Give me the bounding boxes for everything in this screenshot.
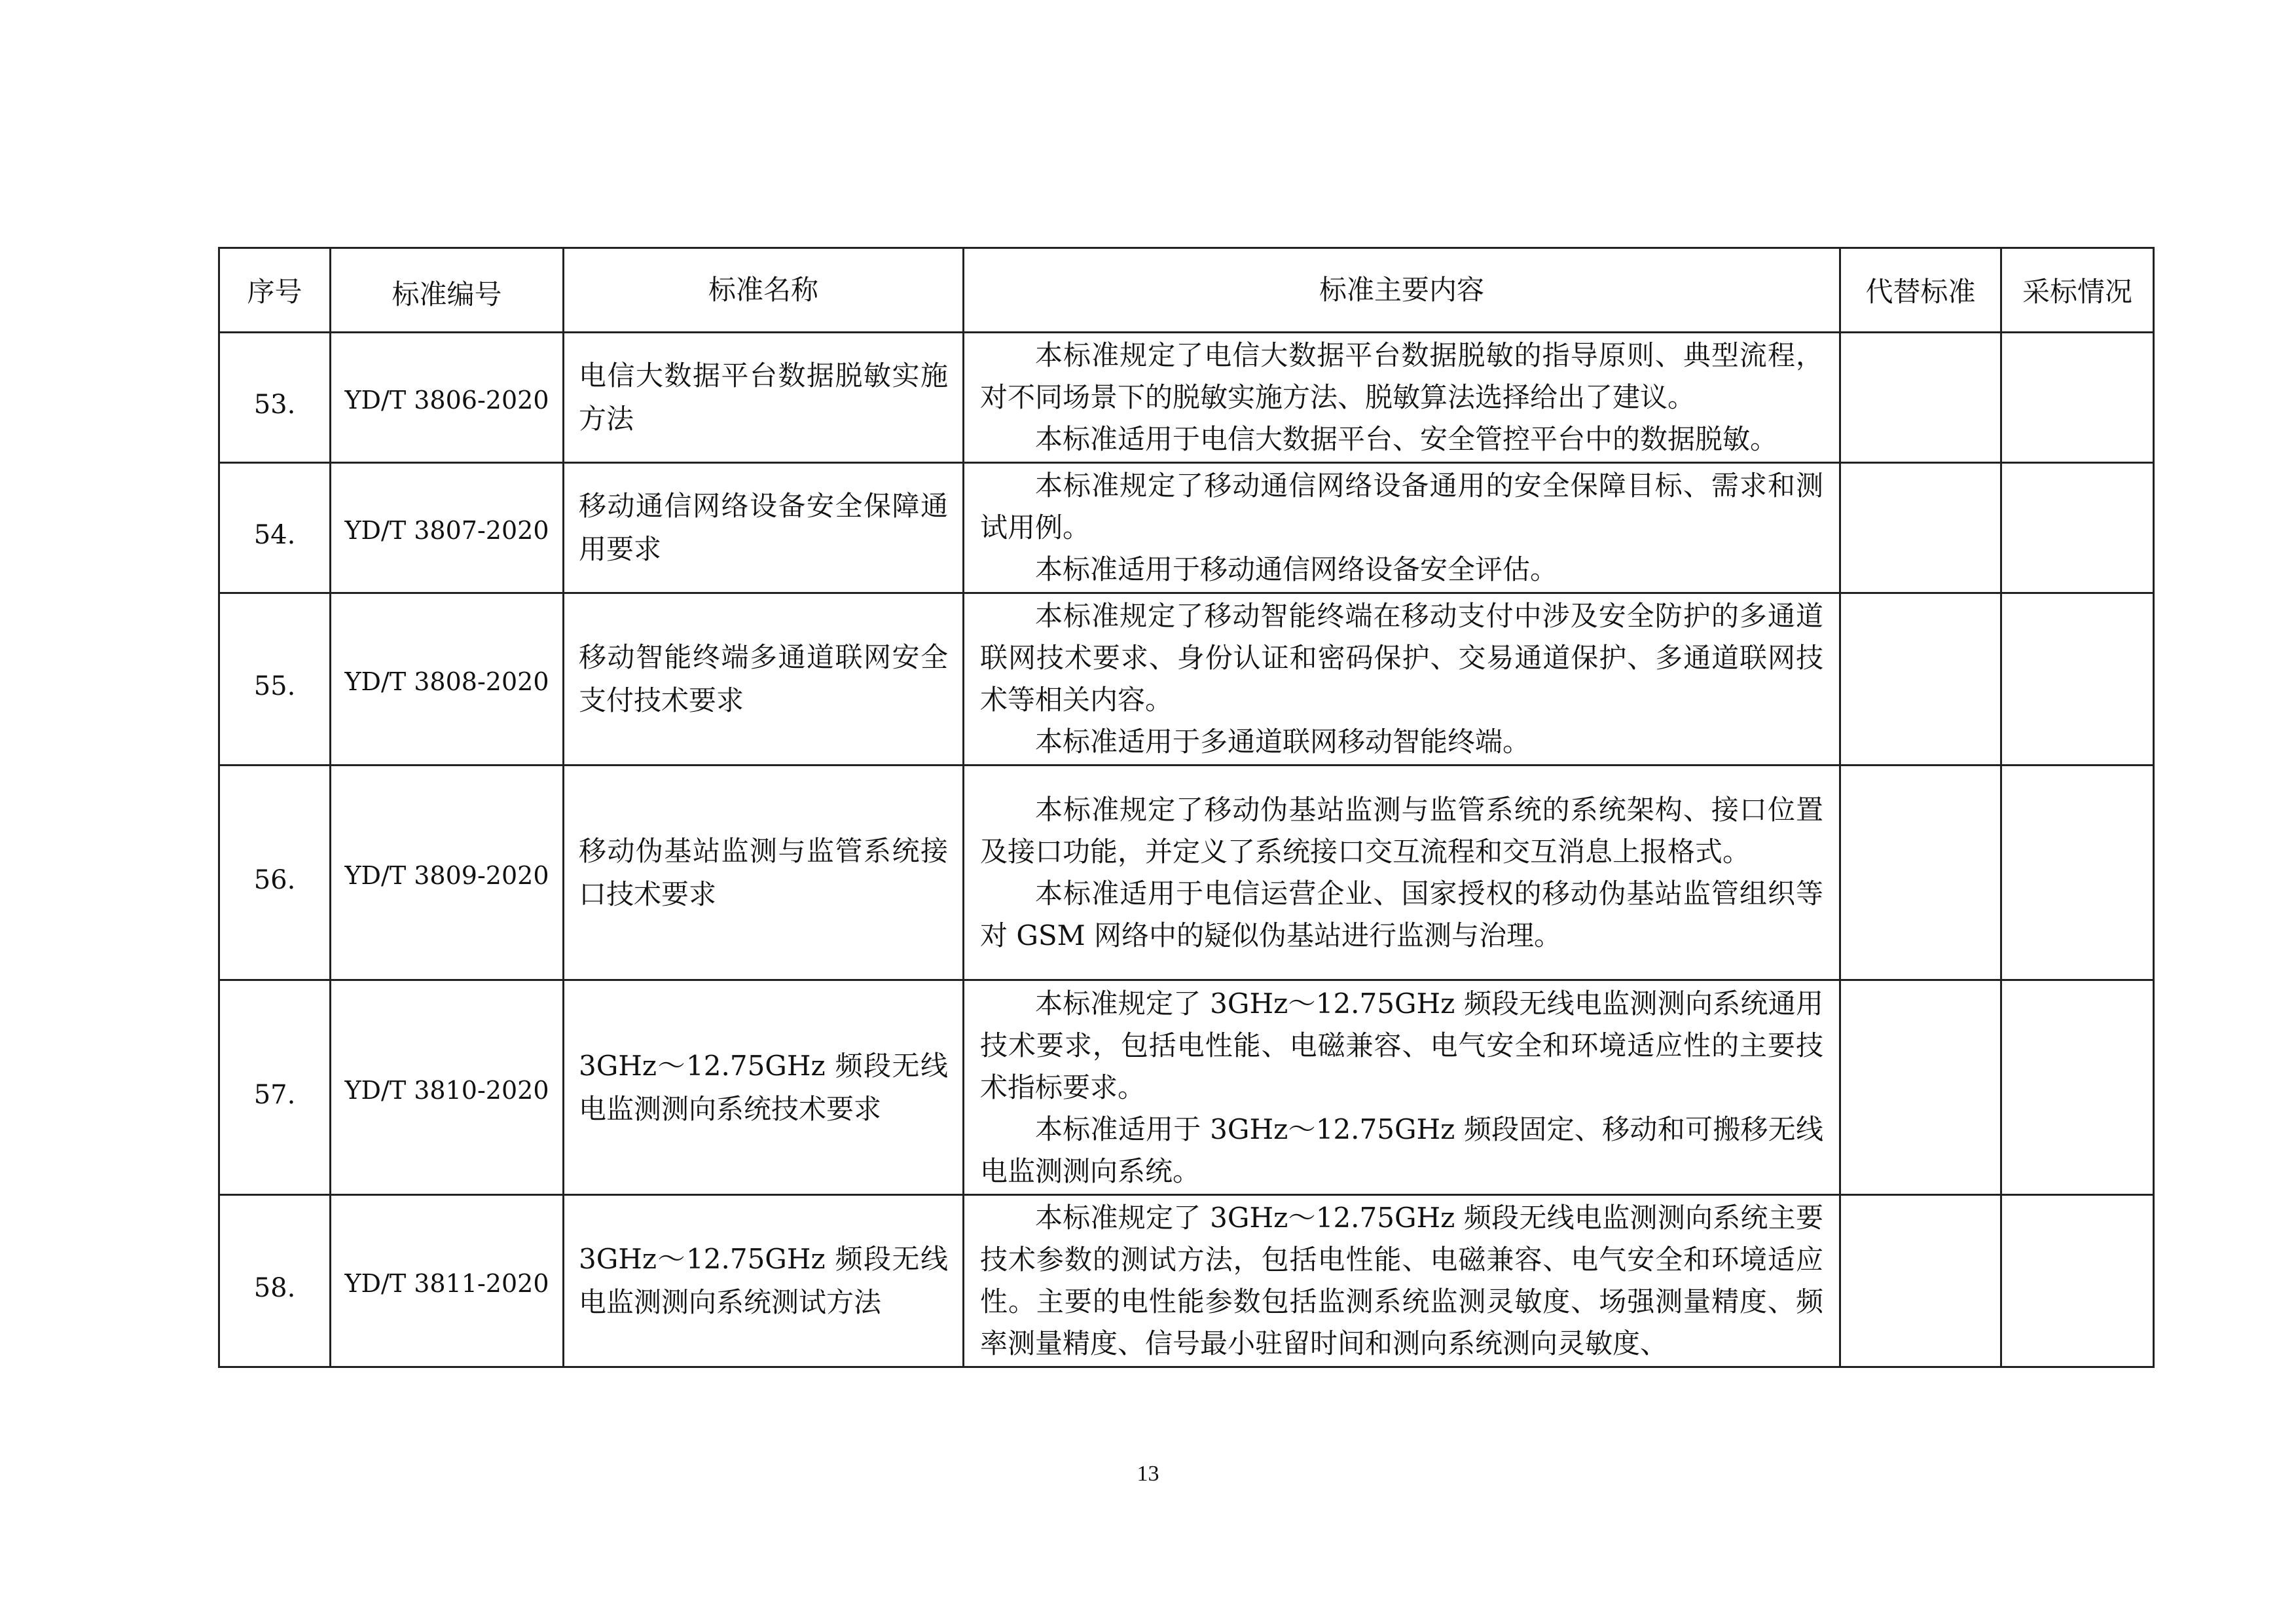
header-content: 标准主要内容 [964, 248, 1840, 333]
row-adopt [2001, 766, 2154, 980]
header-code: 标准编号 [331, 248, 564, 333]
row-content [964, 593, 1840, 766]
row-adopt [2001, 333, 2154, 463]
row-content [964, 1195, 1840, 1367]
content-paragraph: 本标准适用于 3GHz～12.75GHz 频段固定、移动和可搬移无线电监测测向系统。 [980, 1113, 1823, 1187]
row-code: YD/T 3806-2020 [331, 333, 564, 463]
row-adopt [2001, 593, 2154, 766]
standards-table [218, 247, 2155, 1368]
row-name: 3GHz～12.75GHz 频段无线电监测测向系统技术要求 [564, 980, 964, 1195]
row-code: YD/T 3807-2020 [331, 463, 564, 593]
header-replace: 代替标准 [1840, 248, 2001, 333]
table-row [219, 980, 2154, 1195]
header-no: 序号 [219, 248, 331, 333]
page-number: 13 [1137, 1462, 1159, 1486]
row-name: 移动伪基站监测与监管系统接口技术要求 [564, 766, 964, 980]
row-name: 移动智能终端多通道联网安全支付技术要求 [564, 593, 964, 766]
row-name: 移动通信网络设备安全保障通用要求 [564, 463, 964, 593]
row-replace [1840, 980, 2001, 1195]
row-replace [1840, 333, 2001, 463]
content-paragraph: 本标准规定了 3GHz～12.75GHz 频段无线电监测测向系统通用技术要求，包括电性能、电磁兼容、电气安全和环境适应性的主要技术指标要求。 [980, 987, 1823, 1103]
content-paragraph: 本标准适用于电信大数据平台、安全管控平台中的数据脱敏。 [1035, 423, 1778, 455]
table-header-row [219, 248, 2154, 333]
content-paragraph: 本标准适用于多通道联网移动智能终端。 [1035, 726, 1531, 758]
row-no: 56. [219, 766, 331, 980]
row-content [964, 463, 1840, 593]
content-paragraph: 本标准规定了电信大数据平台数据脱敏的指导原则、典型流程，对不同场景下的脱敏实施方法、脱敏算法选择给出了建议。 [980, 339, 1823, 413]
row-replace [1840, 766, 2001, 980]
row-code: YD/T 3808-2020 [331, 593, 564, 766]
row-adopt [2001, 463, 2154, 593]
content-paragraph: 本标准规定了移动通信网络设备通用的安全保障目标、需求和测试用例。 [980, 470, 1823, 544]
row-code: YD/T 3811-2020 [331, 1195, 564, 1367]
row-adopt [2001, 980, 2154, 1195]
row-name: 3GHz～12.75GHz 频段无线电监测测向系统测试方法 [564, 1195, 964, 1367]
row-replace [1840, 463, 2001, 593]
row-content [964, 980, 1840, 1195]
row-no: 58. [219, 1195, 331, 1367]
row-no: 55. [219, 593, 331, 766]
row-no: 57. [219, 980, 331, 1195]
row-content [964, 333, 1840, 463]
header-adopt: 采标情况 [2001, 248, 2154, 333]
table-row [219, 593, 2154, 766]
row-code: YD/T 3810-2020 [331, 980, 564, 1195]
content-paragraph: 本标准规定了 3GHz～12.75GHz 频段无线电监测测向系统主要技术参数的测试方法，包括电性能、电磁兼容、电气安全和环境适应性。主要的电性能参数包括监测系统监测灵敏度、场强测量精度、频率测量精度、信号最小驻留时间和测向系统测向灵敏度、 [980, 1202, 1823, 1359]
row-no: 53. [219, 333, 331, 463]
row-replace [1840, 1195, 2001, 1367]
table-row [219, 1195, 2154, 1367]
row-adopt [2001, 1195, 2154, 1367]
row-replace [1840, 593, 2001, 766]
content-paragraph: 本标准规定了移动伪基站监测与监管系统的系统架构、接口位置及接口功能，并定义了系统接口交互流程和交互消息上报格式。 [980, 793, 1823, 868]
row-no: 54. [219, 463, 331, 593]
row-code: YD/T 3809-2020 [331, 766, 564, 980]
row-name: 电信大数据平台数据脱敏实施方法 [564, 333, 964, 463]
table-row [219, 463, 2154, 593]
header-name: 标准名称 [564, 248, 964, 333]
row-content [964, 766, 1840, 980]
content-paragraph: 本标准适用于移动通信网络设备安全评估。 [1035, 553, 1558, 585]
table-row [219, 333, 2154, 463]
table-row [219, 766, 2154, 980]
content-paragraph: 本标准规定了移动智能终端在移动支付中涉及安全防护的多通道联网技术要求、身份认证和密码保护、交易通道保护、多通道联网技术等相关内容。 [980, 600, 1823, 716]
content-paragraph: 本标准适用于电信运营企业、国家授权的移动伪基站监管组织等对 GSM 网络中的疑似伪基站进行监测与治理。 [980, 877, 1823, 951]
